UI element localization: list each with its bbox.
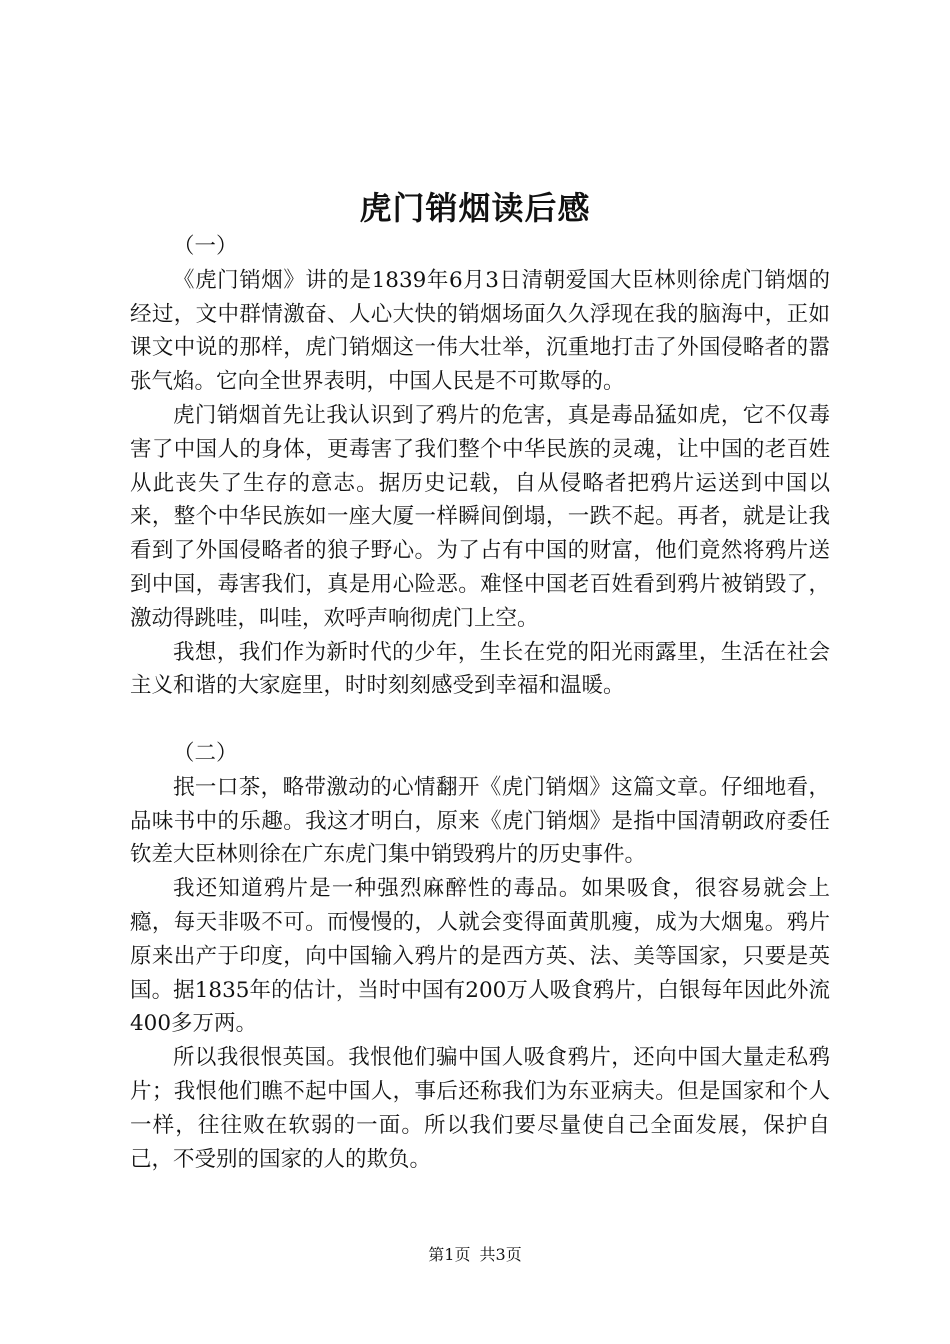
page-title: 虎门销烟读后感 xyxy=(359,189,591,227)
document-body xyxy=(130,230,830,1176)
section-two-label: （二） xyxy=(173,740,238,766)
section-one-paragraph: 《虎门销烟》讲的是1839年6月3日清朝爱国大臣林则徐虎门销烟的经过，文中群情激奋、人心大快的销烟场面久久浮现在我的脑海中，正如课文中说的那样，虎门销烟这一伟大壮举，沉重地打击了外国侵略者的嚣张气焰。它向全世界表明，中国人民是不可欺辱的。 xyxy=(130,267,830,395)
section-two-paragraph: 我还知道鸦片是一种强烈麻醉性的毒品。如果吸食，很容易就会上瘾，每天非吸不可。而慢慢的，人就会变得面黄肌瘦，成为大烟鬼。鸦片原来出产于印度，向中国输入鸦片的是西方英、法、美等国家，只要是英国。据1835年的估计，当时中国有200万人吸食鸦片，白银每年因此外流400多万两。 xyxy=(130,876,830,1037)
section-two-paragraph: 所以我很恨英国。我恨他们骗中国人吸食鸦片，还向中国大量走私鸦片；我恨他们瞧不起中国人，事后还称我们为东亚病夫。但是国家和个人一样，往往败在软弱的一面。所以我们要尽量使自己全面发展，保护自己，不受别的国家的人的欺负。 xyxy=(130,1045,830,1172)
section-one-paragraph: 我想，我们作为新时代的少年，生长在党的阳光雨露里，生活在社会主义和谐的大家庭里，时时刻刻感受到幸福和温暖。 xyxy=(130,639,830,699)
section-two-paragraph: 抿一口茶，略带激动的心情翻开《虎门销烟》这篇文章。仔细地看，品味书中的乐趣。我这才明白，原来《虎门销烟》是指中国清朝政府委任钦差大臣林则徐在广东虎门集中销毁鸦片的历史事件。 xyxy=(130,774,830,868)
page-footer xyxy=(0,1243,950,1267)
section-one-label: （一） xyxy=(173,234,238,259)
section-one-paragraph: 虎门销烟首先让我认识到了鸦片的危害，真是毒品猛如虎，它不仅毒害了中国人的身体，更毒害了我们整个中华民族的灵魂，让中国的老百姓从此丧失了生存的意志。据历史记载，自从侵略者把鸦片运送到中国以来，整个中华民族如一座大厦一样瞬间倒塌，一跌不起。再者，就是让我看到了外国侵略者的狼子野心。为了占有中国的财富，他们竟然将鸦片送到中国，毒害我们，真是用心险恶。难怪中国老百姓看到鸦片被销毁了，激动得跳哇，叫哇，欢呼声响彻虎门上空。 xyxy=(130,402,830,631)
page-number: 第1页 xyxy=(428,1245,471,1264)
section-spacer xyxy=(130,703,830,737)
page-total: 共3页 xyxy=(479,1245,522,1264)
